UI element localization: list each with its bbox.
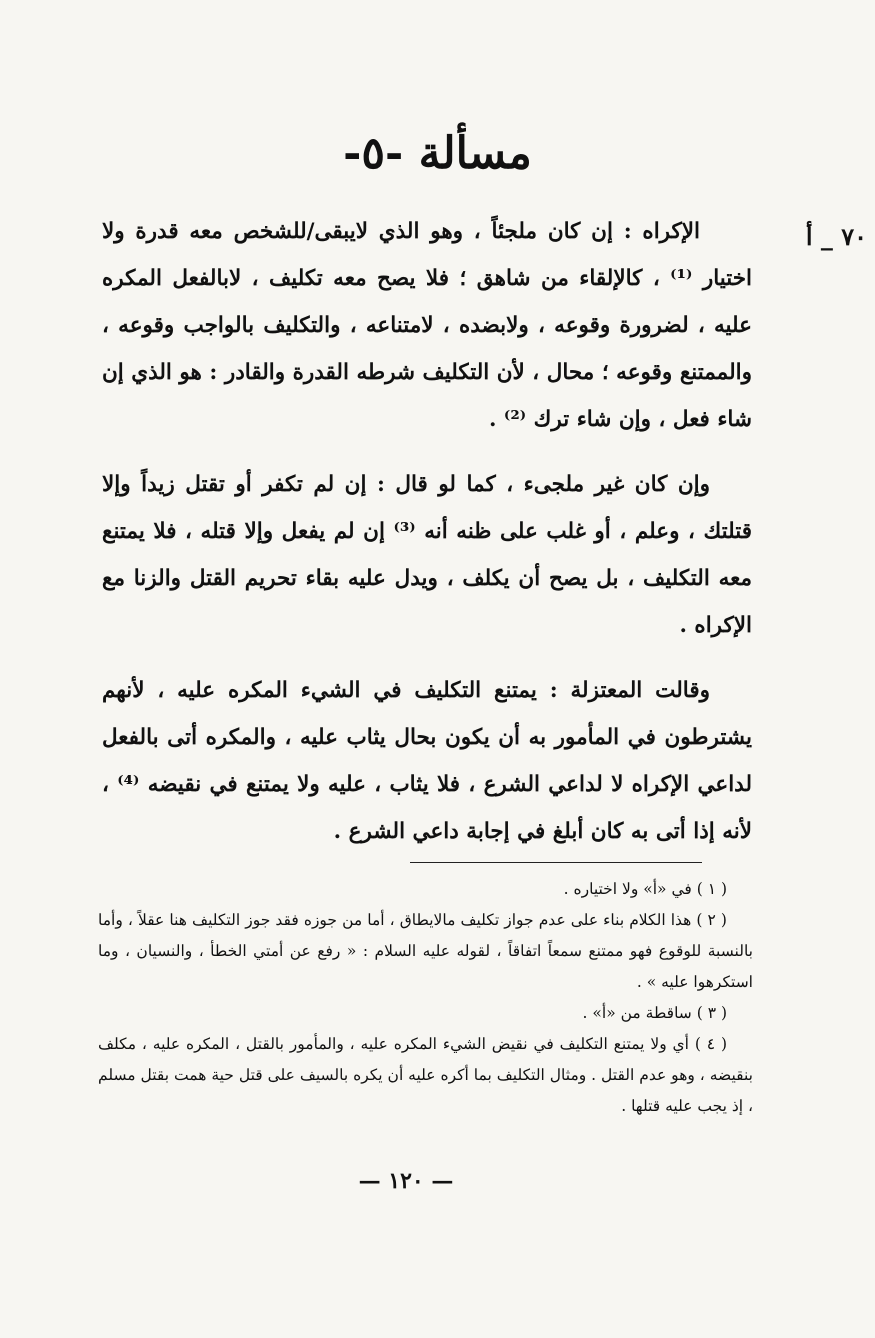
footnote-2: ( ٢ ) هذا الكلام بناء على عدم جواز تكليف مالايطاق ، أما من جوزه فقد جوز التكليف هنا عقلاً ، وأما بالنسبة للوقوع فهو ممتنع سمعاً اتفاقاً ، لقوله عليه السلام : « رفع عن أمتي الخطأ ، والنسيان ، وما استكرهوا عليه » . (98, 911, 753, 991)
section-title: مسألة -٥- (343, 128, 532, 179)
footnote-3: ( ٣ ) ساقطة من «أ» . (582, 1004, 727, 1022)
main-text (102, 208, 752, 873)
page-number: — ١٢٠ — (358, 1168, 454, 1194)
paragraph-1: الإكراه : إن كان ملجئاً ، وهو الذي لايبقى/للشخص معه قدرة ولا اختيار ⁽¹⁾ ، كالإلقاء من شاهق ؛ فلا يصح معه تكليف ، لابالفعل المكره عليه ، لضرورة وقوعه ، ولابضده ، لامتناعه ، والتكليف بالواجب وقوعه ، والممتنع وقوعه ؛ محال ، لأن التكليف شرطه القدرة والقادر : هو الذي إن شاء فعل ، وإن شاء ترك ⁽²⁾ . (102, 219, 752, 432)
footnotes (98, 874, 753, 1122)
margin-folio-note: ٧٠ _ أ (805, 222, 867, 251)
footnote-4: ( ٤ ) أي ولا يمتنع التكليف في نقيض الشيء المكره عليه ، والمأمور بالقتل ، المكره عليه ، مكلف بنقيضه ، وهو عدم القتل . ومثال التكليف بما أكره عليه أن يكره بالسيف على قتل حية همت بقتل مسلم ، إذ يجب عليه قتلها . (98, 1035, 753, 1115)
footnote-divider (410, 862, 702, 863)
footnote-1: ( ١ ) في «أ» ولا اختياره . (563, 880, 727, 898)
paragraph-3: وقالت المعتزلة : يمتنع التكليف في الشيء المكره عليه ، لأنهم يشترطون في المأمور به أن يكون بحال يثاب عليه ، والمكره أتى بالفعل لداعي الإكراه لا لداعي الشرع ، فلا يثاب ، عليه ولا يمتنع في نقيضه ⁽⁴⁾ ، لأنه إذا أتى به كان أبلغ في إجابة داعي الشرع . (102, 678, 752, 844)
paragraph-2: وإن كان غير ملجىء ، كما لو قال : إن لم تكفر أو تقتل زيداً وإلا قتلتك ، وعلم ، أو غلب على ظنه أنه ⁽³⁾ إن لم يفعل وإلا قتله ، فلا يمتنع معه التكليف ، بل يصح أن يكلف ، ويدل عليه بقاء تحريم القتل والزنا مع الإكراه . (102, 472, 752, 638)
